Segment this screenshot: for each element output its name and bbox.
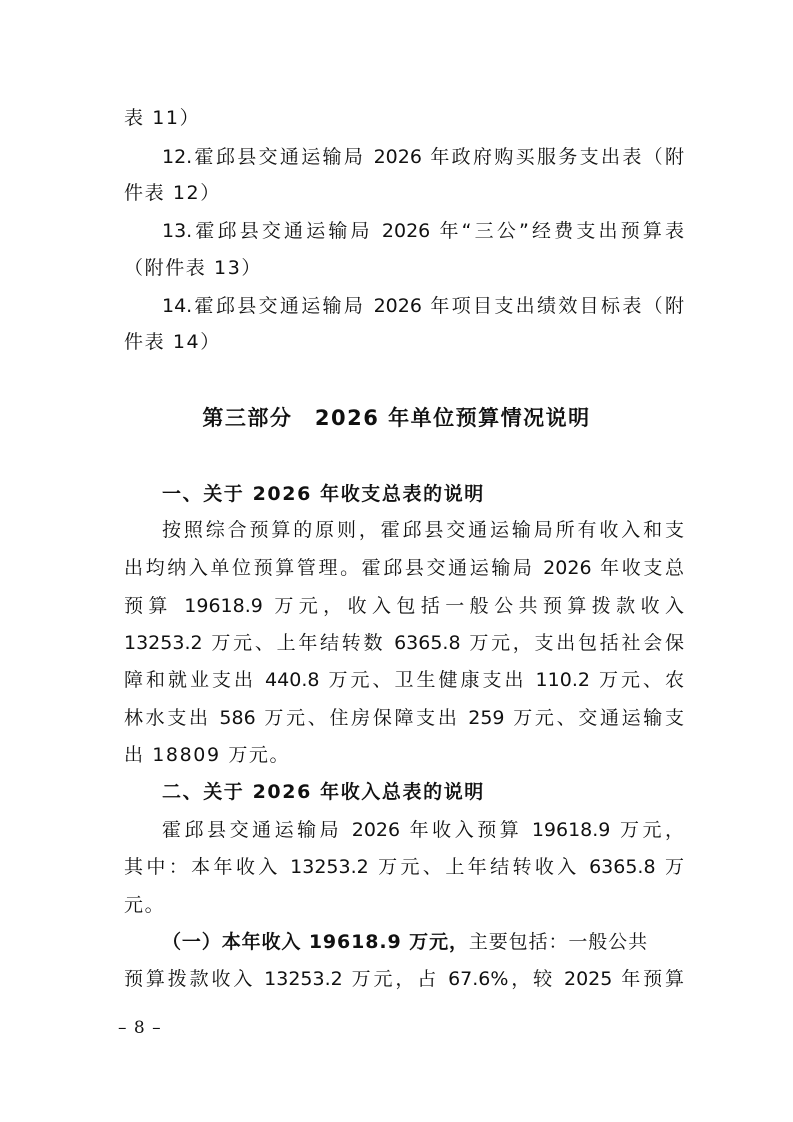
paragraph-line: 霍邱县交通运输局 2026 年收入预算 19618.9 万元， xyxy=(162,819,684,841)
section-title: 第三部分 2026 年单位预算情况说明 xyxy=(202,406,591,430)
text-line: 14.霍邱县交通运输局 2026 年项目支出绩效目标表（附 xyxy=(162,295,684,317)
subheading-current-year-income: （一）本年收入 19618.9 万元， xyxy=(162,931,469,953)
text-line: 件表 12） xyxy=(124,182,221,204)
text-line: 12.霍邱县交通运输局 2026 年政府购买服务支出表（附 xyxy=(162,146,684,168)
text-line: 表 11） xyxy=(124,107,201,129)
heading-income-expense-summary: 一、关于 2026 年收支总表的说明 xyxy=(162,483,485,505)
paragraph-line: 其中：本年收入 13253.2 万元、上年结转收入 6365.8 万 xyxy=(124,856,684,878)
page-number: – 8 – xyxy=(118,1018,162,1038)
paragraph-line xyxy=(162,930,684,954)
paragraph-line: 预算 19618.9 万元，收入包括一般公共预算拨款收入 xyxy=(124,595,684,617)
text-line: 13.霍邱县交通运输局 2026 年“三公”经费支出预算表 xyxy=(162,220,684,242)
paragraph-line: 按照综合预算的原则，霍邱县交通运输局所有收入和支 xyxy=(162,519,684,541)
paragraph-line: 出均纳入单位预算管理。霍邱县交通运输局 2026 年收支总 xyxy=(124,557,684,579)
text-line: （附件表 13） xyxy=(124,257,263,279)
paragraph-text: 主要包括：一般公共 xyxy=(468,931,648,953)
paragraph-line: 元。 xyxy=(124,894,166,916)
paragraph-line: 林水支出 586 万元、住房保障支出 259 万元、交通运输支 xyxy=(124,707,684,729)
heading-income-summary: 二、关于 2026 年收入总表的说明 xyxy=(162,781,485,803)
paragraph-line: 13253.2 万元、上年结转数 6365.8 万元，支出包括社会保 xyxy=(124,632,684,654)
paragraph-line: 预算拨款收入 13253.2 万元，占 67.6%，较 2025 年预算 xyxy=(124,968,684,990)
text-line: 件表 14） xyxy=(124,331,221,353)
paragraph-line: 障和就业支出 440.8 万元、卫生健康支出 110.2 万元、农 xyxy=(124,669,684,691)
paragraph-line: 出 18809 万元。 xyxy=(124,744,291,766)
